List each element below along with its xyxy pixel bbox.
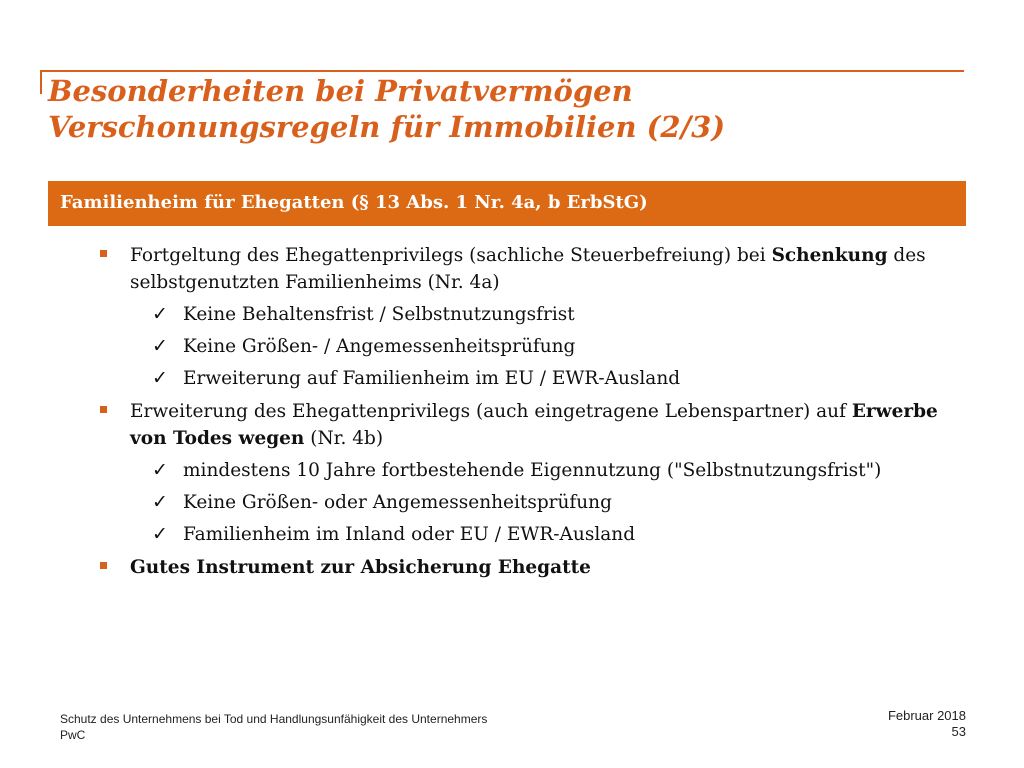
- bullet-item: [100, 398, 980, 452]
- footer-date: Februar 2018: [887, 708, 966, 723]
- footer-subject: Schutz des Unternehmens bei Tod und Handlungsunfähigkeit des Unternehmers: [60, 712, 488, 726]
- bullet-text: des selbstgenutzten Familienheims (Nr. 4a): [130, 245, 926, 293]
- checklist-item: [152, 301, 980, 328]
- checklist-text: mindestens 10 Jahre fortbestehende Eigennutzung ("Selbstnutzungsfrist"): [183, 460, 882, 481]
- slide-title: [48, 73, 725, 145]
- slide-content: [100, 242, 980, 581]
- square-bullet-icon: [100, 250, 107, 257]
- check-icon: ✓: [152, 459, 168, 481]
- footer-left: [60, 711, 487, 743]
- checklist-text: Familienheim im Inland oder EU / EWR-Ausland: [183, 524, 636, 545]
- bullet-text: Erweiterung des Ehegattenprivilegs (auch eingetragene Lebenspartner) auf: [130, 401, 852, 422]
- checklist-text: Keine Größen- / Angemessenheitsprüfung: [183, 336, 576, 357]
- checklist-text: Keine Größen- oder Angemessenheitsprüfung: [183, 492, 612, 513]
- footer-company: PwC: [60, 728, 86, 742]
- slide-title-line-2: Verschonungsregeln für Immobilien (2/3): [48, 110, 726, 144]
- section-banner: [48, 181, 966, 226]
- bullet-item: [100, 242, 980, 296]
- bullet-text: Fortgeltung des Ehegattenprivilegs (sachliche Steuerbefreiung) bei: [130, 245, 772, 266]
- check-icon: ✓: [152, 523, 168, 545]
- bullet-bold-text: Schenkung: [771, 245, 888, 266]
- checklist-text: Keine Behaltensfrist / Selbstnutzungsfrist: [183, 304, 575, 325]
- bullet-bold-text: Gutes Instrument zur Absicherung Ehegatte: [130, 557, 591, 578]
- square-bullet-icon: [100, 562, 107, 569]
- checklist-text: Erweiterung auf Familienheim im EU / EWR-Ausland: [183, 368, 681, 389]
- check-icon: ✓: [152, 367, 168, 389]
- checklist-item: [152, 521, 980, 548]
- slide-title-line-1: Besonderheiten bei Privatvermögen: [48, 74, 633, 108]
- square-bullet-icon: [100, 406, 107, 413]
- checklist-item: [152, 365, 980, 392]
- bullet-text: (Nr. 4b): [304, 428, 384, 449]
- page-number: 53: [951, 724, 966, 739]
- bullet-item: [100, 554, 980, 581]
- check-icon: ✓: [152, 335, 168, 357]
- footer-right: [888, 708, 966, 740]
- checklist-item: [152, 333, 980, 360]
- checklist-item: [152, 457, 980, 484]
- checklist-item: [152, 489, 980, 516]
- bullet-bold-text: Erwerbe von Todes wegen: [130, 401, 938, 449]
- header-tick: [40, 70, 42, 94]
- check-icon: ✓: [152, 303, 168, 325]
- check-icon: ✓: [152, 491, 168, 513]
- header-rule: [40, 70, 964, 72]
- section-banner-text: Familienheim für Ehegatten (§ 13 Abs. 1 Nr. 4a, b ErbStG): [60, 192, 648, 213]
